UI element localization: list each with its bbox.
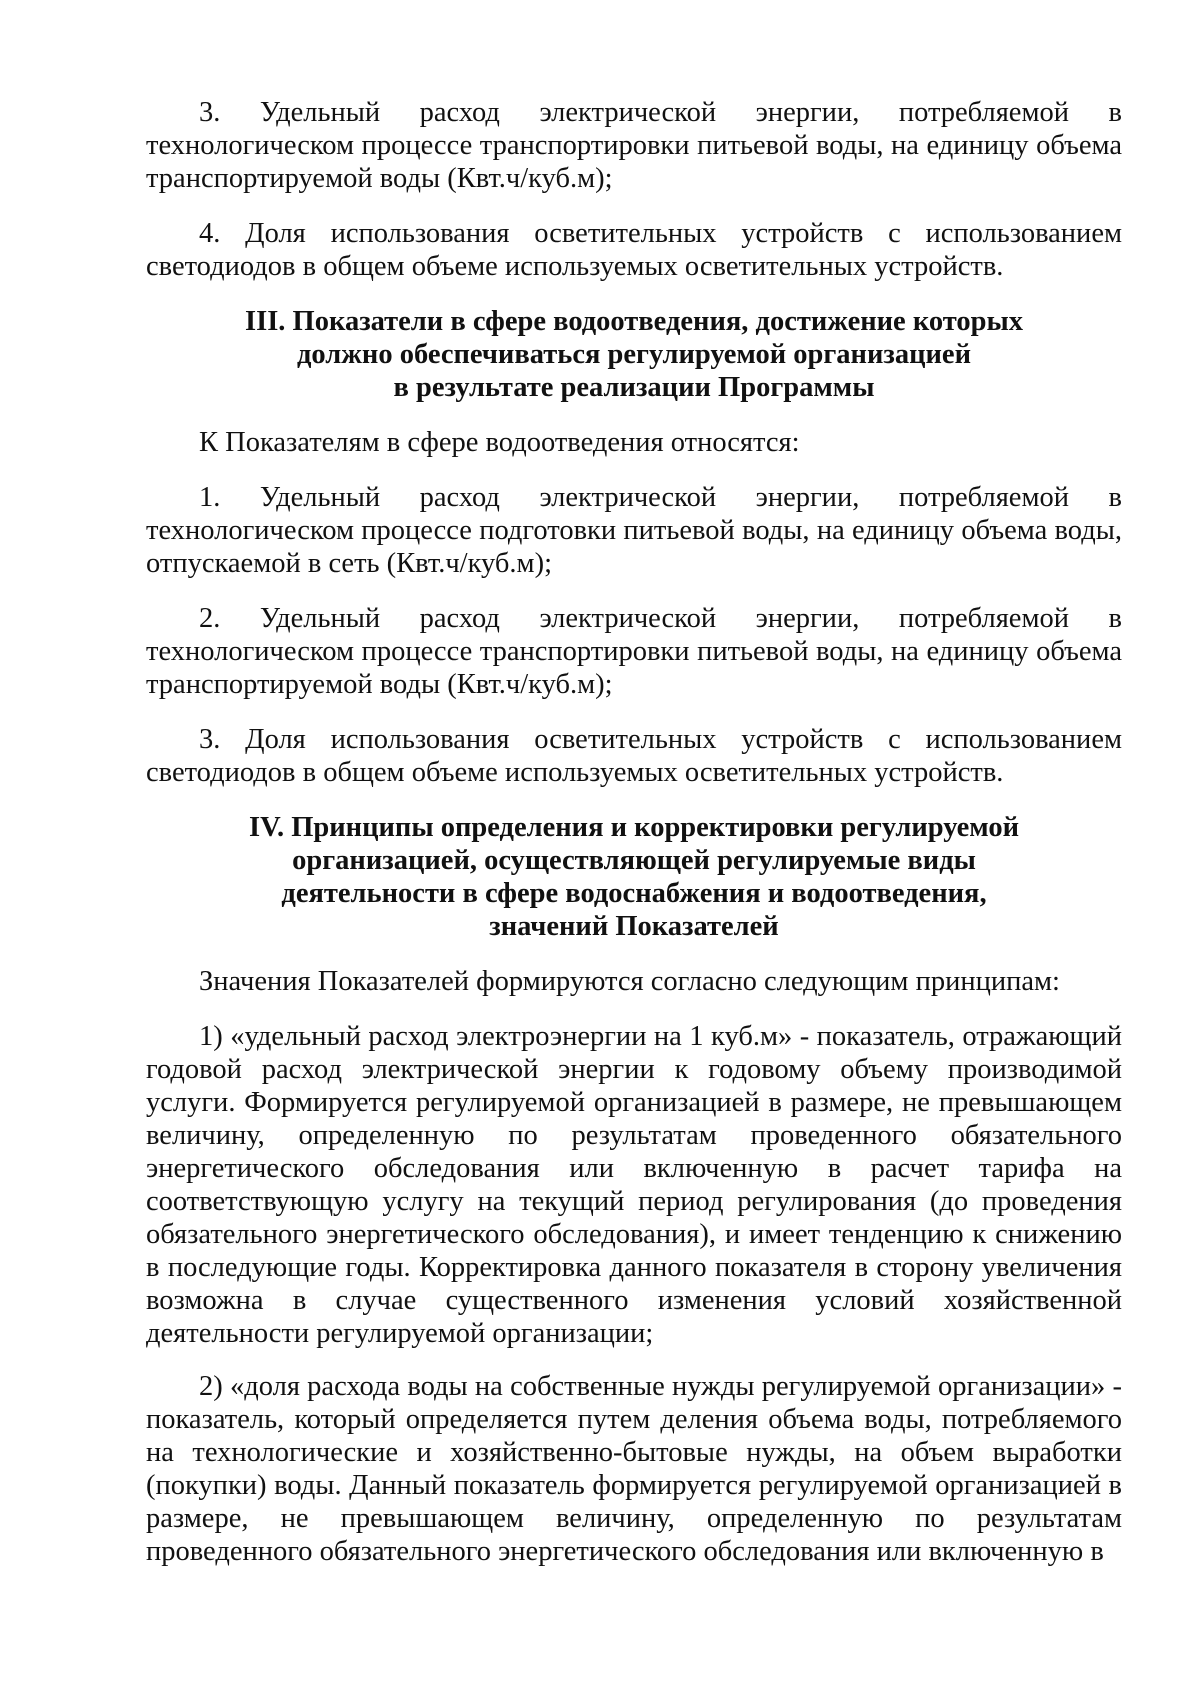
paragraph-sanitation-item-1: 1. Удельный расход электрической энергии, потребляемой в технологическом процессе подготовки питьевой воды, на единицу объема воды, отпускаемой в сеть (Квт.ч/куб.м); [146,482,1122,579]
section-heading-iii [146,305,1122,404]
heading-line: IV. Принципы определения и корректировки регулируемой [248,812,1019,843]
paragraph-principle-2: 2) «доля расхода воды на собственные нужды регулируемой организации» - показатель, который определяется путем деления объема воды, потребляемого на технологические и хозяйственно-бытовые нужды, на объем выработки (покупки) воды. Данный показатель формируется регулируемой организацией в размере, не превышающем величину, определенную по результатам проведенного обязательного энергетического обследования или включенную в [146,1371,1122,1567]
paragraph-water-supply-item-3: 3. Удельный расход электрической энергии, потребляемой в технологическом процессе транспортировки питьевой воды, на единицу объема транспортируемой воды (Квт.ч/куб.м); [146,97,1122,194]
heading-line: деятельности в сфере водоснабжения и водоотведения, [281,878,987,909]
heading-line: должно обеспечиваться регулируемой организацией [296,339,971,370]
paragraph-sanitation-intro: К Показателям в сфере водоотведения относятся: [199,427,800,458]
heading-line: III. Показатели в сфере водоотведения, достижение которых [245,306,1023,337]
paragraph-sanitation-item-2: 2. Удельный расход электрической энергии, потребляемой в технологическом процессе транспортировки питьевой воды, на единицу объема транспортируемой воды (Квт.ч/куб.м); [146,603,1122,700]
section-heading-iv [146,811,1122,943]
heading-line: в результате реализации Программы [393,372,875,403]
heading-line: организацией, осуществляющей регулируемые виды [292,845,976,876]
paragraph-principle-1: 1) «удельный расход электроэнергии на 1 куб.м» - показатель, отражающий годовой расход электрической энергии к годовому объему производимой услуги. Формируется регулируемой организацией в размере, не превышающем величину, определенную по результатам проведенного обязательного энергетического обследования или включенную в расчет тарифа на соответствующую услугу на текущий период регулирования (до проведения обязательного энергетического обследования), и имеет тенденцию к снижению в последующие годы. Корректировка данного показателя в сторону увеличения возможна в случае существенного изменения условий хозяйственной деятельности регулируемой организации; [146,1021,1122,1349]
paragraph-water-supply-item-4: 4. Доля использования осветительных устройств с использованием светодиодов в общем объеме используемых осветительных устройств. [146,218,1122,282]
paragraph-principles-intro: Значения Показателей формируются согласно следующим принципам: [199,966,1060,997]
heading-line: значений Показателей [489,911,779,942]
paragraph-sanitation-item-3: 3. Доля использования осветительных устройств с использованием светодиодов в общем объеме используемых осветительных устройств. [146,724,1122,788]
